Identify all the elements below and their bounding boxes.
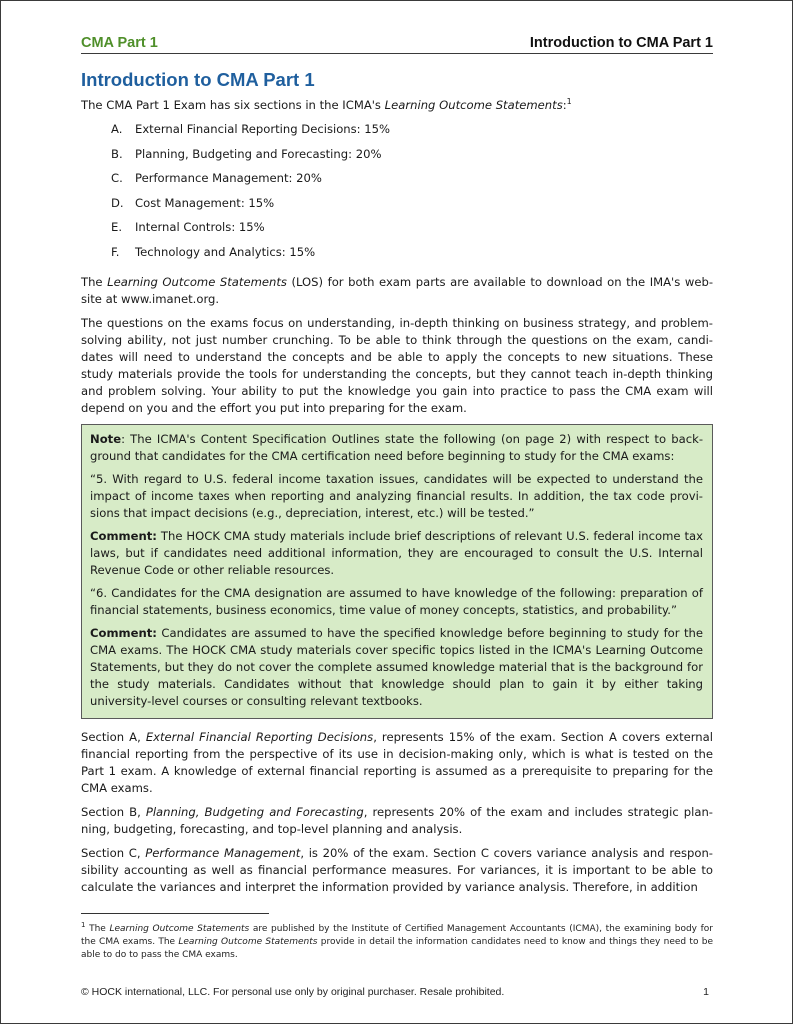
running-header — [81, 35, 713, 54]
note-quote-5: “5. With regard to U.S. federal income taxation issues, candidates will be expected to understand the impact of income taxes when reporting and analyzing financial results. In addition, the tax code provi-sions that impact decisions (e.g., depreciation, interest, etc.) will be tested.” — [90, 472, 703, 520]
section-list — [81, 121, 713, 268]
note-box — [81, 424, 713, 719]
section-b-paragraph: Section B, Planning, Budgeting and Forecasting, represents 20% of the exam and includes strategic plan-ning, budgeting, forecasting, and top-level planning and analysis. — [81, 805, 713, 836]
list-item: B. Planning, Budgeting and Forecasting: 20% — [111, 146, 382, 161]
header-left: CMA Part 1 — [81, 35, 158, 51]
list-item: E. Internal Controls: 15% — [111, 220, 265, 234]
list-item: F. Technology and Analytics: 15% — [111, 244, 316, 259]
list-item: A. External Financial Reporting Decisions: 15% — [111, 122, 391, 136]
section-a-paragraph: Section A, External Financial Reporting Decisions, represents 15% of the exam. Section A covers external financial reporting from the perspective of its use in decision-making only, which is what is tested on the Part 1 exam. A knowledge of external financial reporting is assumed as a prerequisite to preparing for the CMA exams. — [81, 730, 713, 795]
list-item: D. Cost Management: 15% — [111, 195, 275, 210]
list-item: C. Performance Management: 20% — [111, 171, 322, 185]
note-comment-1: Comment: The HOCK CMA study materials include brief descriptions of relevant U.S. federal income tax laws, but if candidates need additional information, they are encouraged to consult the U.S. Internal Revenue Code or other reliable resources. — [90, 529, 703, 577]
questions-paragraph: The questions on the exams focus on understanding, in-depth thinking on business strategy, and problem-solving ability, not just number crunching. To be able to think through the questions on the exam, candi-dates will need to understand the concepts and be able to apply the concepts to new situations. These study materials provide the tools for understanding the concepts, but they cannot teach in-depth thinking and problem solving. Your ability to put the knowledge you gain into practice to pass the CMA exam will depend on you and the effort you put into preparing for the exam. — [81, 316, 713, 415]
note-quote-6: “6. Candidates for the CMA designation are assumed to have knowledge of the following: preparation of financial statements, business economics, time value of money concepts, statistics, and probability.” — [90, 586, 703, 617]
los-paragraph: The Learning Outcome Statements (LOS) for both exam parts are available to download on the IMA's web-site at www.imanet.org. — [81, 275, 714, 306]
intro-paragraph: The CMA Part 1 Exam has six sections in the ICMA's Learning Outcome Statements:$^1$ — [81, 97, 572, 112]
footnote-divider — [81, 913, 269, 914]
page-number: 1 — [703, 986, 709, 998]
note-comment-2: Comment: Candidates are assumed to have the specified knowledge before beginning to study for the CMA exams. The HOCK CMA study materials cover specific topics listed in the ICMA's Learning Outcome Statements, but they do not cover the complete assumed knowledge material that is the background for the study materials. Candidates without that knowledge should plan to gain it by either taking university-level courses or consulting relevant textbooks. — [90, 626, 703, 708]
footnote-marker[interactable]: 1 — [566, 97, 572, 107]
footnote: $^1$ The Learning Outcome Statements are published by the Institute of Certified Management Accountants (ICMA), the examining body for the CMA exams. The Learning Outcome Statements provide in detail the information candidates need to know and things they need to be able to do to pass the CMA exams. — [81, 921, 714, 960]
page-title: Introduction to CMA Part 1 — [81, 69, 315, 90]
section-c-paragraph: Section C, Performance Management, is 20% of the exam. Section C covers variance analysis and respon-sibility accounting as well as financial performance measures. For variances, it is important to be able to calculate the variances and interpret the information provided by variance analysis. Therefore, in addition — [81, 846, 713, 894]
header-right: Introduction to CMA Part 1 — [529, 35, 713, 51]
copyright-notice: © HOCK international, LLC. For personal use only by original purchaser. Resale prohibited. — [81, 986, 505, 998]
page-footer — [81, 986, 713, 998]
document-body — [81, 97, 713, 903]
note-intro: Note: The ICMA's Content Specification Outlines state the following (on page 2) with respect to back-ground that candidates for the CMA certification need before beginning to study for the CMA exams: — [90, 432, 703, 463]
